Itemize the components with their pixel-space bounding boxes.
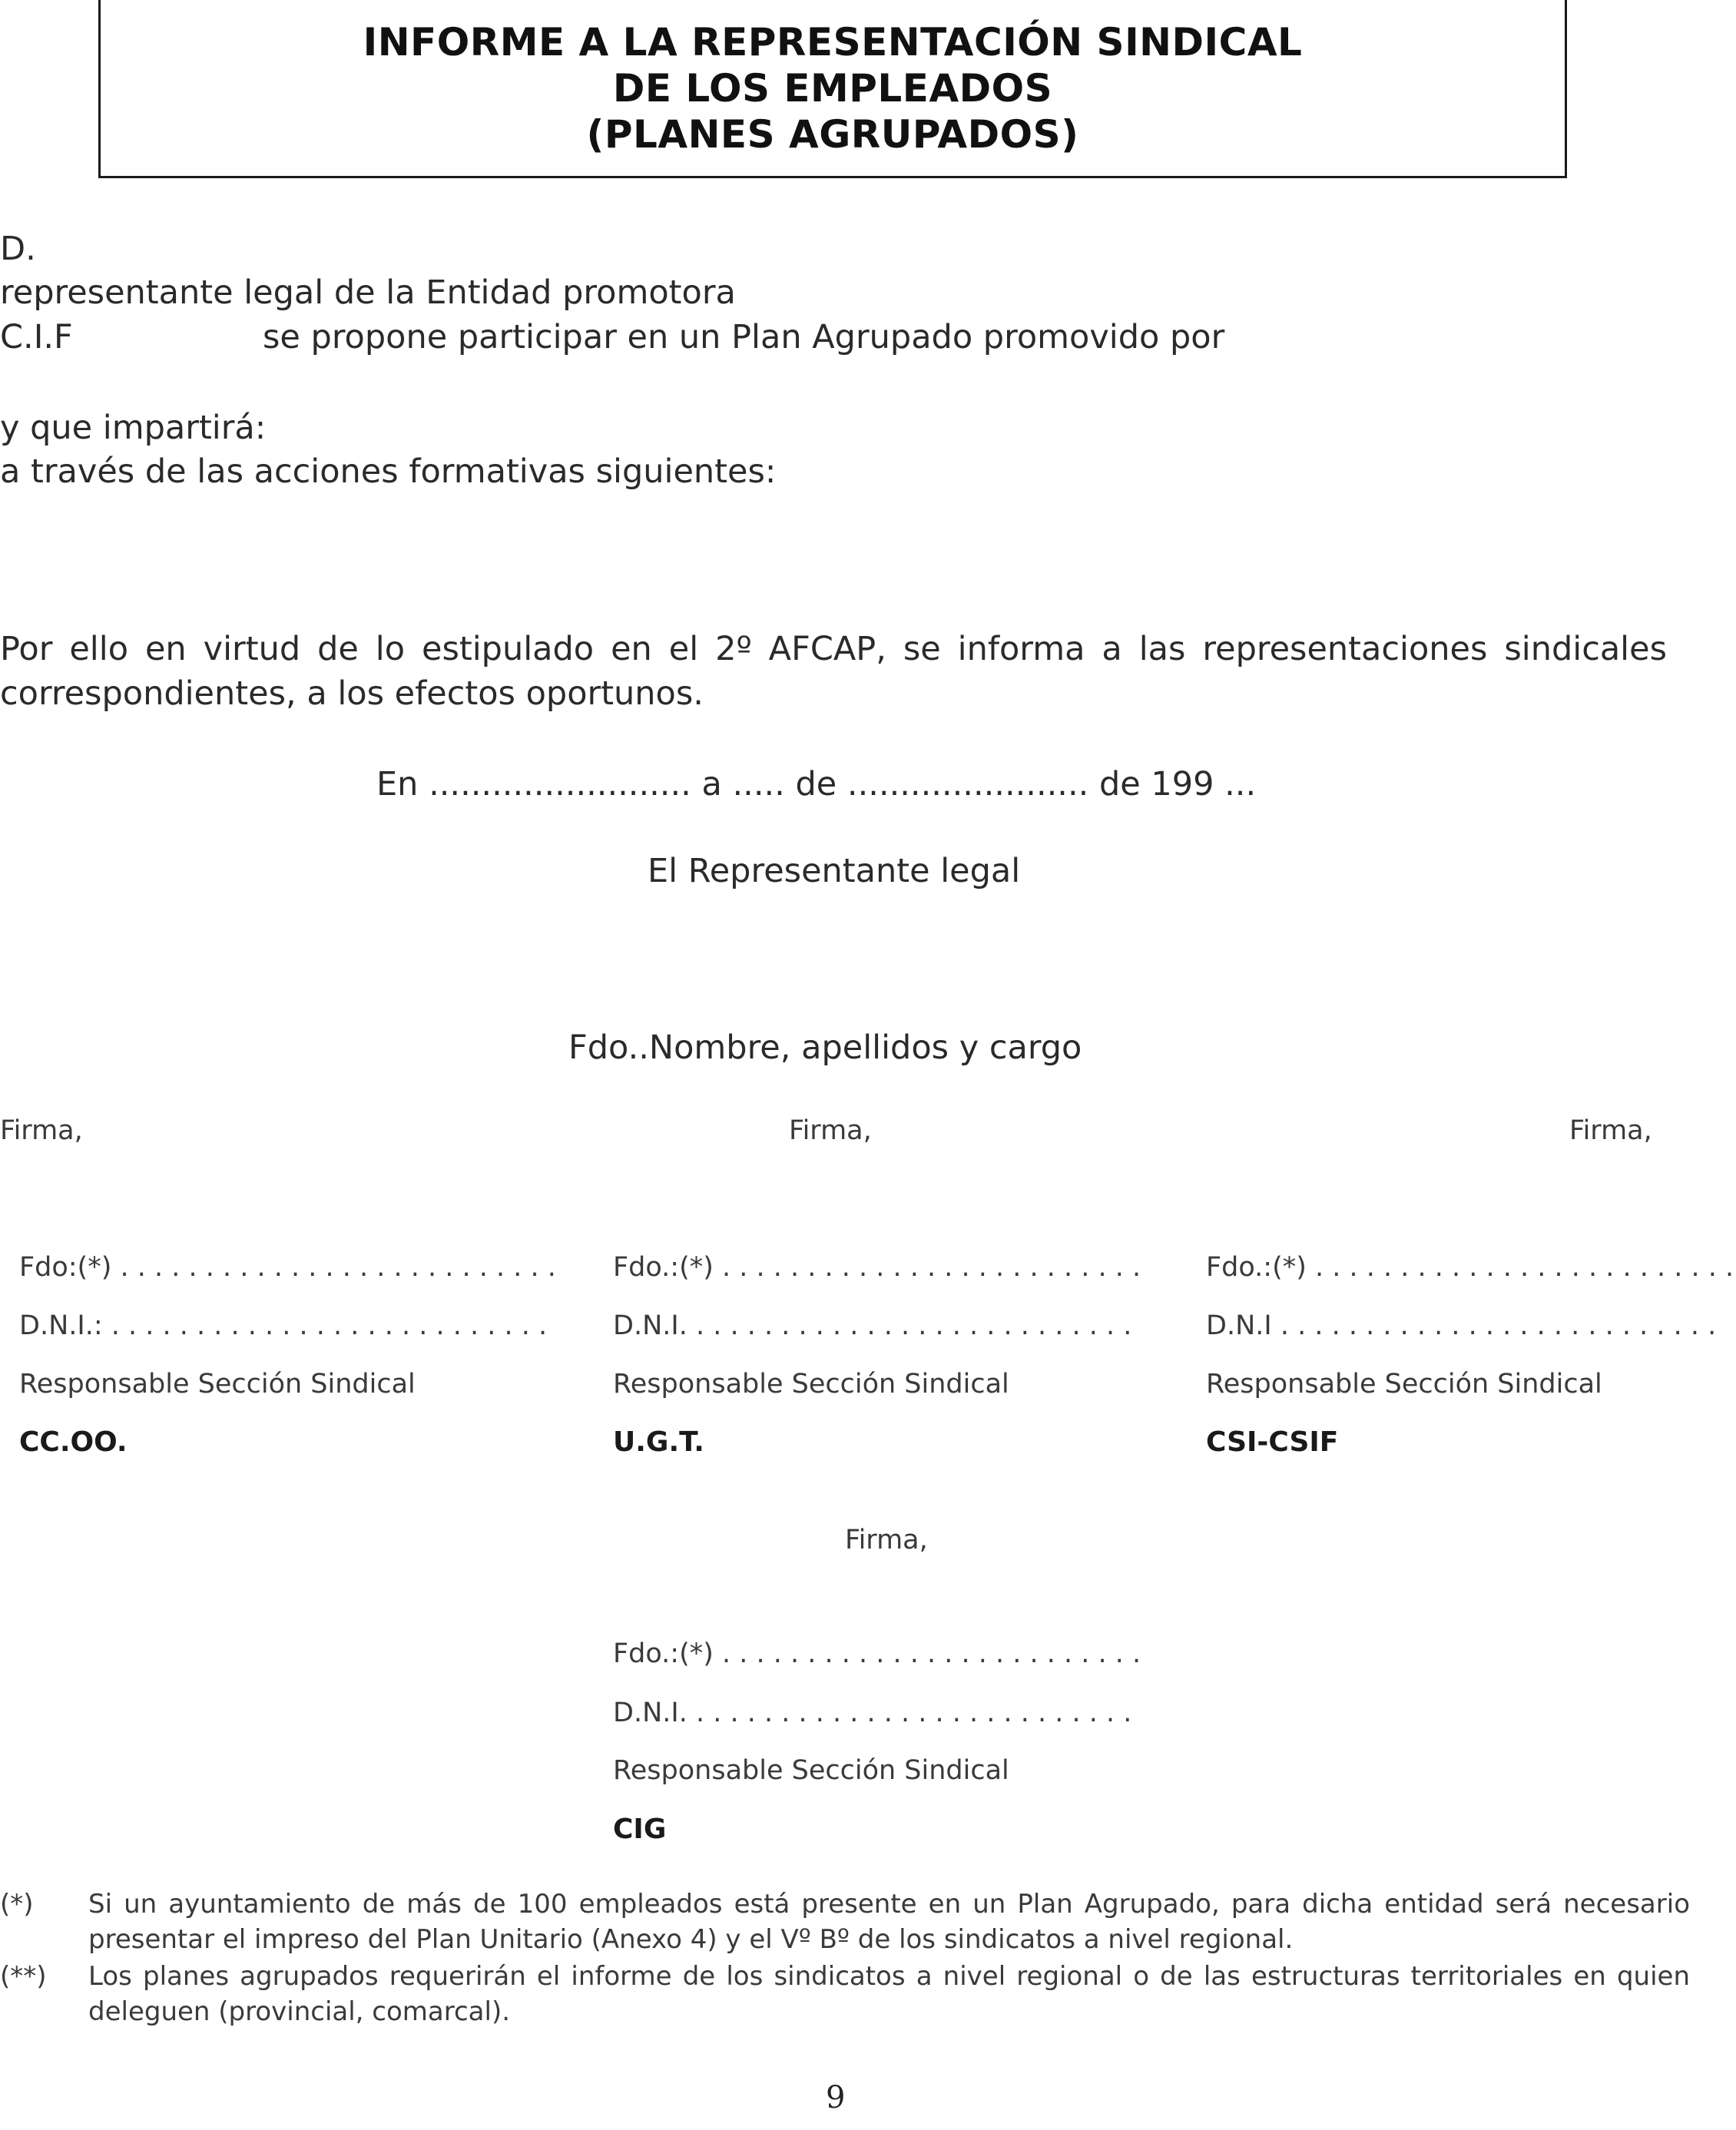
union-fdo-ccoo: Fdo:(*) . . . . . . . . . . . . . . . . . . . . . . . . . . xyxy=(19,1252,556,1283)
title-line-3: (PLANES AGRUPADOS) xyxy=(586,111,1079,157)
union-name-ccoo: CC.OO. xyxy=(19,1426,128,1458)
union-responsable-ccoo: Responsable Sección Sindical xyxy=(19,1369,416,1400)
union-dni-csif: D.N.I . . . . . . . . . . . . . . . . . . . . . . . . . . xyxy=(1206,1310,1717,1341)
d-label: D. xyxy=(0,230,36,268)
union-dni-cig: D.N.I. . . . . . . . . . . . . . . . . . . . . . . . . . . xyxy=(613,1698,1132,1728)
footnote-2-text: Los planes agrupados requerirán el informe de los sindicatos a nivel regional o de las estructuras territoriales en quien deleguen (provincial, comarcal). xyxy=(88,1961,1690,2027)
propone-text: se propone participar en un Plan Agrupado promovido por xyxy=(263,318,1225,356)
date-line: En ......................... a ..... de ....................... de 199 ... xyxy=(376,765,1257,803)
union-dni-ugt: D.N.I. . . . . . . . . . . . . . . . . . . . . . . . . . . xyxy=(613,1310,1132,1341)
union-responsable-cig: Responsable Sección Sindical xyxy=(613,1755,1009,1786)
page-number: 9 xyxy=(826,2080,846,2115)
union-fdo-ugt: Fdo.:(*) . . . . . . . . . . . . . . . . . . . . . . . . . xyxy=(613,1252,1141,1283)
firma-label-2: Firma, xyxy=(789,1115,872,1146)
footnote-2-marker: (**) xyxy=(0,1961,47,1992)
representante-line: representante legal de la Entidad promotora xyxy=(0,273,736,312)
firma-label-1: Firma, xyxy=(0,1115,83,1146)
union-responsable-csif: Responsable Sección Sindical xyxy=(1206,1369,1602,1400)
firma-label-3: Firma, xyxy=(1569,1115,1652,1146)
union-name-csif: CSI-CSIF xyxy=(1206,1426,1339,1458)
footnote-2 xyxy=(0,1959,1690,2029)
title-line-2: DE LOS EMPLEADOS xyxy=(612,65,1053,111)
union-fdo-csif: Fdo.:(*) . . . . . . . . . . . . . . . . . . . . . . . . . xyxy=(1206,1252,1734,1283)
union-name-ugt: U.G.T. xyxy=(613,1426,704,1458)
union-fdo-cig: Fdo.:(*) . . . . . . . . . . . . . . . . . . . . . . . . . xyxy=(613,1638,1141,1669)
footnote-1-text: Si un ayuntamiento de más de 100 empleados está presente en un Plan Agrupado, para dicha entidad será necesario presentar el impreso del Plan Unitario (Anexo 4) y el Vº Bº de los sindicatos a nivel regional. xyxy=(88,1889,1690,1955)
imparte-line: y que impartirá: xyxy=(0,409,267,447)
union-responsable-ugt: Responsable Sección Sindical xyxy=(613,1369,1009,1400)
title-box xyxy=(98,0,1567,178)
union-dni-ccoo: D.N.I.: . . . . . . . . . . . . . . . . . . . . . . . . . . xyxy=(19,1310,548,1341)
title-line-1: INFORME A LA REPRESENTACIÓN SINDICAL xyxy=(363,19,1303,65)
footnote-1-marker: (*) xyxy=(0,1889,34,1920)
cif-label: C.I.F xyxy=(0,318,73,356)
firma-label-4: Firma, xyxy=(845,1525,928,1555)
union-name-cig: CIG xyxy=(613,1814,667,1845)
afcap-paragraph: Por ello en virtud de lo estipulado en el 2º AFCAP, se informa a las representaciones sindicales correspondientes, a los efectos oportunos. xyxy=(0,630,1667,713)
footnotes xyxy=(0,1887,1690,2031)
footnote-1 xyxy=(0,1887,1690,1957)
acciones-line: a través de las acciones formativas siguientes: xyxy=(0,452,777,491)
fdo-nombre: Fdo..Nombre, apellidos y cargo xyxy=(568,1029,1082,1067)
representante-legal: El Representante legal xyxy=(648,852,1021,890)
